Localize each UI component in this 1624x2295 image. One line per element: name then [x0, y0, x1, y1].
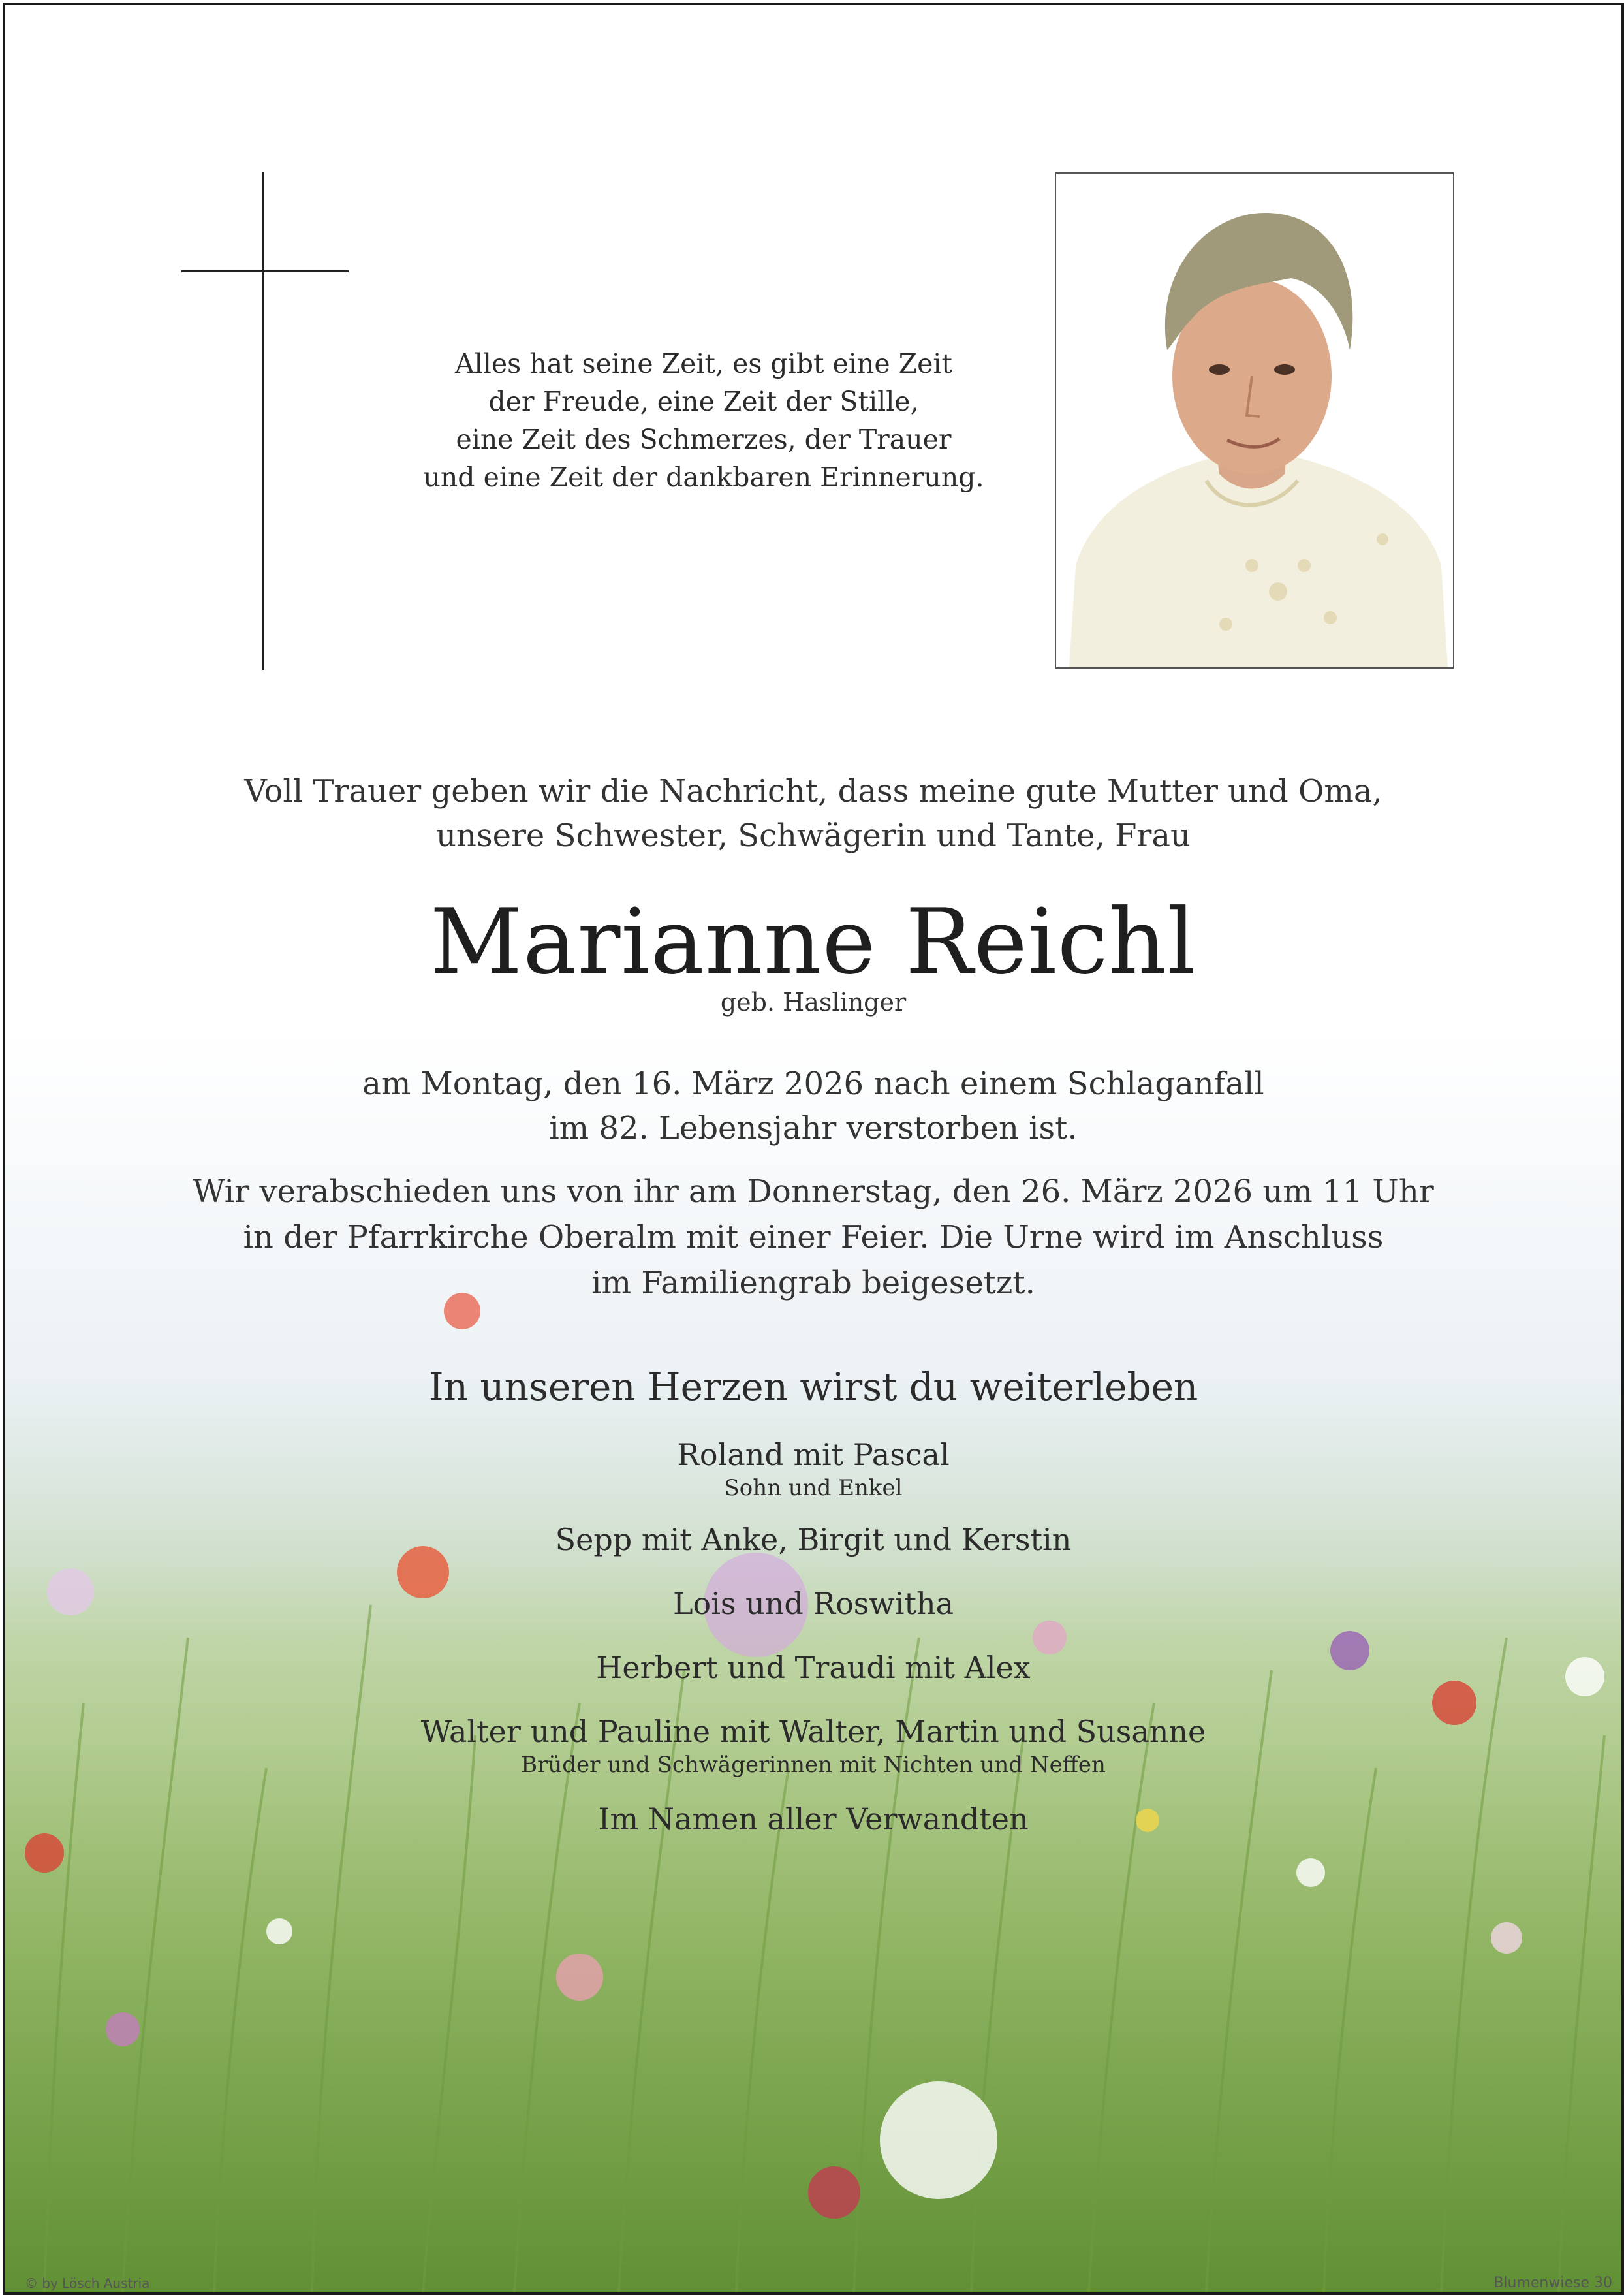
mourner-entry: [5, 1648, 1621, 1687]
cross-icon-horizontal: [181, 270, 349, 272]
mourner-entry: [5, 1712, 1621, 1779]
mourner-entry: [5, 1520, 1621, 1559]
funeral-line: Wir verabschieden uns von ihr am Donnerstag, den 26. März 2026 um 11 Uhr: [193, 1173, 1434, 1210]
funeral-details: [5, 1169, 1621, 1306]
birth-name: geb. Haslinger: [720, 988, 907, 1017]
quote-line: eine Zeit des Schmerzes, der Trauer: [456, 424, 952, 455]
heart-line: In unseren Herzen wirst du weiterleben: [428, 1365, 1198, 1409]
design-name: Blumenwiese 30: [1493, 2275, 1612, 2291]
mourner-entry: [5, 1584, 1621, 1623]
mourner-relation: Sohn und Enkel: [724, 1475, 903, 1501]
death-line: am Montag, den 16. März 2026 nach einem Schlaganfall: [362, 1066, 1264, 1102]
quote-line: und eine Zeit der dankbaren Erinnerung.: [423, 462, 984, 493]
death-line: im 82. Lebensjahr verstorben ist.: [549, 1110, 1078, 1147]
copyright-note: © by Lösch Austria: [25, 2275, 150, 2291]
portrait-photo: [1055, 172, 1454, 669]
cross-icon-vertical: [262, 172, 264, 670]
mourner-name: Im Namen aller Verwandten: [598, 1801, 1029, 1837]
intro-line: unsere Schwester, Schwägerin und Tante, Frau: [436, 817, 1191, 854]
mourner-entry: [5, 1799, 1621, 1839]
intro-text: [5, 769, 1621, 858]
mourner-relation: Brüder und Schwägerinnen mit Nichten und Neffen: [521, 1752, 1106, 1778]
mourner-name: Roland mit Pascal: [677, 1437, 950, 1472]
funeral-line: in der Pfarrkirche Oberalm mit einer Feier. Die Urne wird im Anschluss: [243, 1219, 1384, 1256]
mourner-entry: [5, 1435, 1621, 1502]
quote-line: der Freude, eine Zeit der Stille,: [488, 386, 919, 417]
mourner-name: Sepp mit Anke, Birgit und Kerstin: [555, 1522, 1072, 1557]
mourner-name: Herbert und Traudi mit Alex: [596, 1650, 1031, 1685]
deceased-name: Marianne Reichl: [429, 889, 1197, 994]
portrait-illustration: [1056, 174, 1453, 667]
mourner-name: Walter und Pauline mit Walter, Martin und Susanne: [420, 1714, 1206, 1749]
intro-line: Voll Trauer geben wir die Nachricht, dass meine gute Mutter und Oma,: [244, 773, 1382, 810]
death-notice: [5, 1062, 1621, 1150]
obituary-card: [3, 3, 1624, 2295]
mourner-name: Lois und Roswitha: [672, 1586, 954, 1621]
quote-line: Alles hat seine Zeit, es gibt eine Zeit: [455, 348, 952, 379]
funeral-line: im Familiengrab beigesetzt.: [591, 1265, 1035, 1301]
memorial-quote: [371, 345, 1037, 496]
mourners-list: [5, 1435, 1621, 1839]
